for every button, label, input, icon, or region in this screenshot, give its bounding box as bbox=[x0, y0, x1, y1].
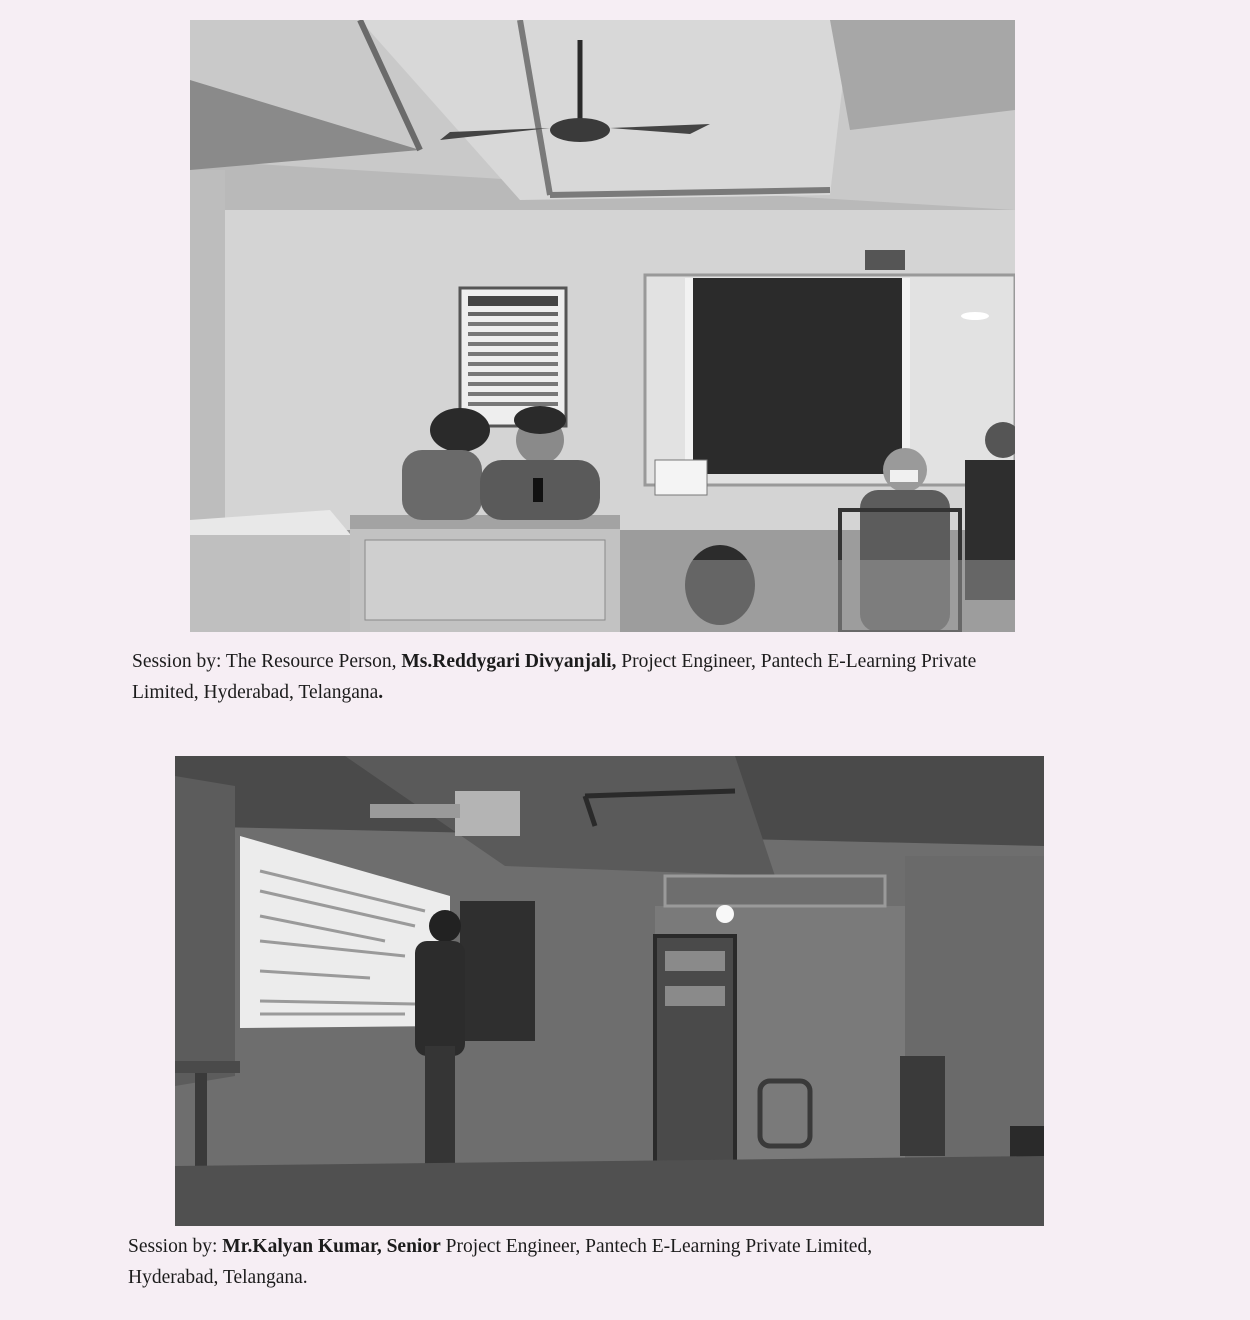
caption-1-line2: Limited, Hyderabad, Telangana bbox=[132, 682, 379, 703]
caption-2-middle: Project Engineer, Pantech E-Learning Private Limited, bbox=[440, 1236, 873, 1257]
classroom-photo-image bbox=[190, 20, 1015, 632]
session-photo-1 bbox=[190, 20, 1015, 632]
caption-1-prefix: Session by: The Resource Person, bbox=[132, 651, 402, 672]
caption-1-middle: Project Engineer, Pantech E-Learning Private bbox=[616, 651, 977, 672]
caption-2-line2: Hyderabad, Telangana. bbox=[128, 1267, 308, 1288]
caption-2-prefix: Session by: bbox=[128, 1236, 223, 1257]
projector-session-image bbox=[175, 756, 1044, 1226]
speaker-name: Mr.Kalyan Kumar, Senior bbox=[222, 1236, 441, 1257]
caption-1-period: . bbox=[378, 682, 384, 703]
resource-person-name: Ms.Reddygari Divyanjali, bbox=[401, 651, 617, 672]
session-photo-2 bbox=[175, 756, 1044, 1226]
photo-caption-1 bbox=[132, 646, 1152, 708]
photo-caption-2 bbox=[128, 1231, 1108, 1293]
